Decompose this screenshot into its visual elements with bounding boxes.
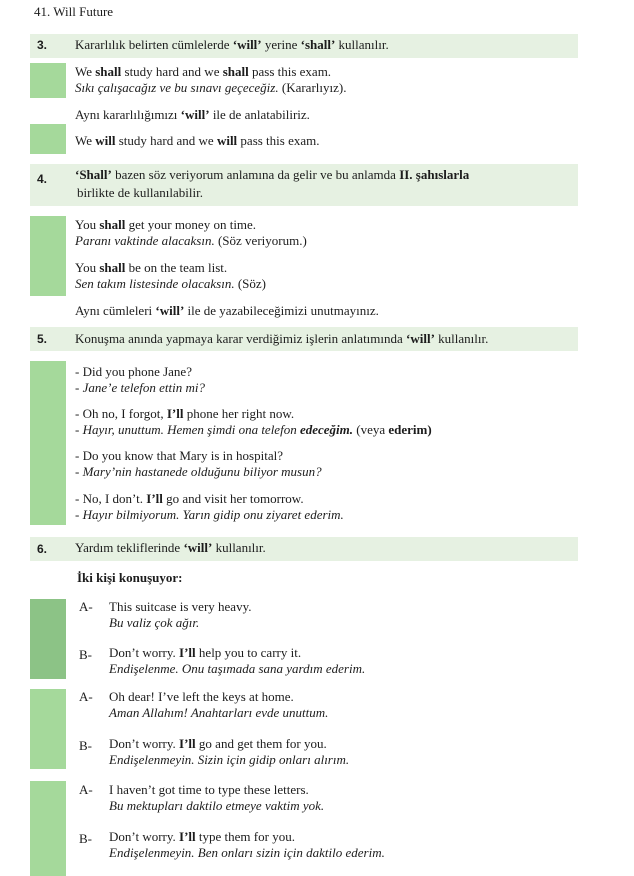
dialog-translation: Bu mektupları daktilo etmeye vaktim yok. — [109, 798, 325, 813]
example-translation: Paranı vaktinde alacaksın. (Söz veriyorum.) — [75, 233, 307, 248]
example-translation: Sıkı çalışacağız ve bu sınavı geçeceğiz. (Kararlıyız). — [75, 80, 347, 95]
example-translation: Sen takım listesinde olacaksın. (Söz) — [75, 276, 267, 291]
dialog-translation: Aman Allahım! Anahtarları evde unuttum. — [109, 705, 329, 720]
example-marker — [30, 599, 66, 679]
page-title: 41. Will Future — [34, 4, 114, 19]
example-marker — [30, 781, 66, 876]
section-5-title: Konuşma anında yapmaya karar verdiğimiz işlerin anlatımında ‘will’ kullanılır. — [75, 331, 489, 346]
speaker-label: A- — [79, 689, 93, 704]
speaker-label: B- — [79, 831, 92, 846]
example-sentence: You shall be on the team list. — [75, 260, 228, 275]
dialog-translation: Bu valiz çok ağır. — [109, 615, 200, 630]
dialog-line: - No, I don’t. I’ll go and visit her tomorrow. — [75, 491, 304, 506]
example-marker — [30, 216, 66, 296]
dialog-translation: Endişelenmeyin. Ben onları sizin için daktilo ederim. — [109, 845, 385, 860]
section-3-title: Kararlılık belirten cümlelerde ‘will’ yerine ‘shall’ kullanılır. — [75, 37, 389, 52]
example-marker — [30, 689, 66, 769]
dialog-line: - Do you know that Mary is in hospital? — [75, 448, 283, 463]
speaker-label: A- — [79, 599, 93, 614]
section-6-subtitle: İki kişi konuşuyor: — [77, 570, 183, 585]
dialog-line: I haven’t got time to type these letters. — [109, 782, 309, 797]
dialog-line: Oh dear! I’ve left the keys at home. — [109, 689, 294, 704]
example-sentence: We shall study hard and we shall pass this exam. — [75, 64, 332, 79]
section-4-title: ‘Shall’ bazen söz veriyorum anlamına da gelir ve bu anlamda II. şahıslarla — [75, 167, 470, 182]
dialog-translation: - Mary’nin hastanede olduğunu biliyor musun? — [75, 464, 322, 479]
section-4-number: 4. — [37, 172, 48, 186]
section-6-title: Yardım tekliflerinde ‘will’ kullanılır. — [75, 540, 266, 555]
speaker-label: B- — [79, 738, 92, 753]
section-5-number: 5. — [37, 332, 48, 346]
section-4-title-line2: birlikte de kullanılabilir. — [77, 185, 204, 200]
dialog-translation: Endişelenme. Onu taşımada sana yardım ederim. — [109, 661, 366, 676]
speaker-label: A- — [79, 782, 93, 797]
dialog-line: Don’t worry. I’ll type them for you. — [109, 829, 295, 844]
example-sentence: You shall get your money on time. — [75, 217, 257, 232]
dialog-translation: - Hayır, unuttum. Hemen şimdi ona telefon edeceğim. (veya ederim) — [75, 422, 432, 437]
dialog-line: Don’t worry. I’ll go and get them for you. — [109, 736, 327, 751]
dialog-line: - Oh no, I forgot, I’ll phone her right now. — [75, 406, 295, 421]
section-3-number: 3. — [37, 38, 48, 52]
section-3-note: Aynı kararlılığımızı ‘will’ ile de anlatabiliriz. — [75, 107, 310, 122]
section-4-note: Aynı cümleleri ‘will’ ile de yazabileceğimizi unutmayınız. — [75, 303, 379, 318]
example-marker — [30, 361, 66, 525]
example-marker — [30, 124, 66, 154]
speaker-label: B- — [79, 647, 92, 662]
dialog-line: - Did you phone Jane? — [75, 364, 192, 379]
dialog-line: Don’t worry. I’ll help you to carry it. — [109, 645, 302, 660]
dialog-translation: - Jane’e telefon ettin mi? — [75, 380, 205, 395]
section-6-number: 6. — [37, 542, 48, 556]
dialog-translation: - Hayır bilmiyorum. Yarın gidip onu ziyaret ederim. — [75, 507, 344, 522]
dialog-line: This suitcase is very heavy. — [109, 599, 252, 614]
dialog-translation: Endişelenmeyin. Sizin için gidip onları alırım. — [109, 752, 350, 767]
example-marker — [30, 63, 66, 98]
example-sentence: We will study hard and we will pass this exam. — [75, 133, 320, 148]
